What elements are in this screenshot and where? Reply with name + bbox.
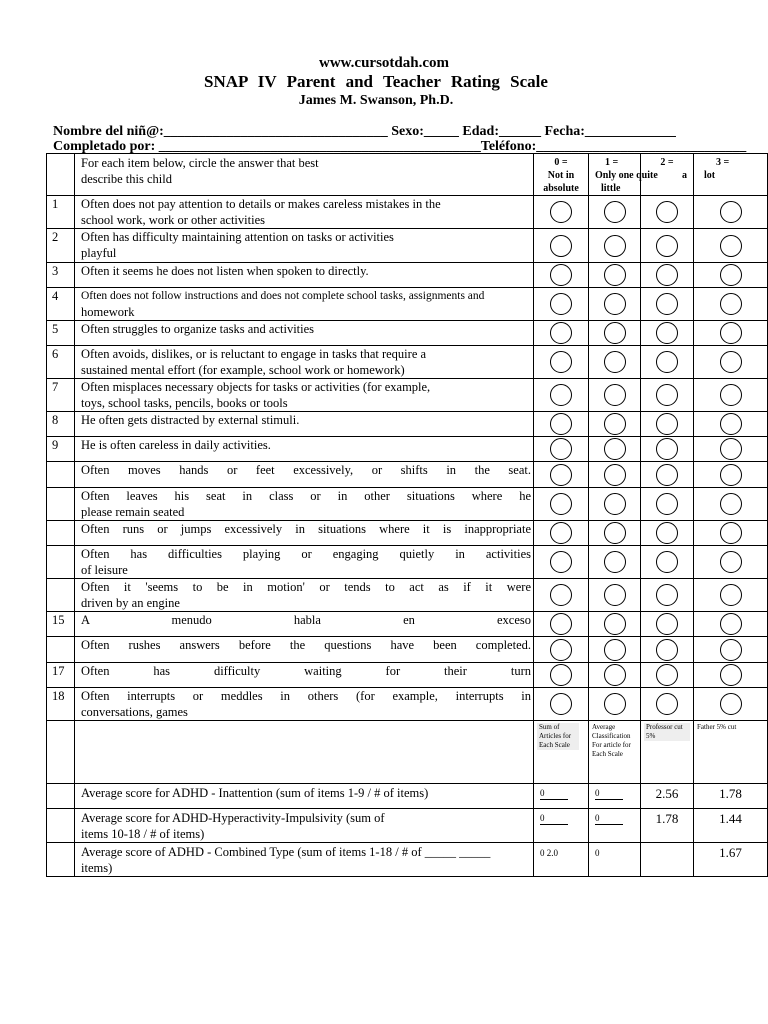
rating-circle-2[interactable] [656, 551, 678, 573]
item-number: 7 [47, 379, 75, 412]
rating-cell[interactable] [641, 288, 694, 321]
rating-circle-0[interactable] [550, 351, 572, 373]
professor-cut-value [641, 843, 694, 877]
rating-cell[interactable] [589, 488, 641, 521]
rating-circle-1[interactable] [604, 438, 626, 460]
rating-circle-2[interactable] [656, 464, 678, 486]
completed-by-line[interactable]: Completado por: ______________________________________________Teléfono:______________________________ [53, 139, 747, 154]
rating-circle-0[interactable] [550, 613, 572, 635]
item-number: 4 [47, 288, 75, 321]
blank-cell [47, 784, 75, 809]
rating-cell[interactable] [641, 488, 694, 521]
avg-value[interactable]: 0 [589, 809, 641, 843]
rating-circle-1[interactable] [604, 322, 626, 344]
item-number [47, 546, 75, 579]
rating-circle-0[interactable] [550, 551, 572, 573]
rating-circle-3[interactable] [720, 264, 742, 286]
item-text: Often rushes answers before the questions have been completed. [75, 637, 534, 663]
rating-cell[interactable] [589, 379, 641, 412]
rating-cell[interactable] [534, 521, 589, 546]
rating-cell[interactable] [641, 196, 694, 229]
rating-cell[interactable] [641, 437, 694, 462]
rating-circle-2[interactable] [656, 639, 678, 661]
instructions: For each item below, circle the answer that best describe this child [75, 154, 534, 196]
rating-circle-1[interactable] [604, 551, 626, 573]
scale-1-header: 1 = Only one quite little [589, 154, 641, 196]
rating-cell[interactable] [641, 412, 694, 437]
item-text: Often it seems he does not listen when spoken to directly. [75, 263, 534, 288]
item-text: Often leaves his seat in class or in other situations where he please remain seated [75, 488, 534, 521]
rating-cell[interactable] [694, 288, 768, 321]
rating-cell[interactable] [589, 637, 641, 663]
rating-circle-0[interactable] [550, 235, 572, 257]
summary-header-row [47, 721, 768, 784]
rating-circle-2[interactable] [656, 201, 678, 223]
item-row [47, 612, 768, 637]
blank-cell [47, 843, 75, 877]
rating-circle-2[interactable] [656, 264, 678, 286]
summary-text: Average score for ADHD-Hyperactivity-Impulsivity (sum of items 10-18 / # of items) [75, 809, 534, 843]
item-number: 5 [47, 321, 75, 346]
rating-cell[interactable] [694, 488, 768, 521]
rating-cell[interactable] [694, 379, 768, 412]
table-header-row [47, 154, 768, 196]
rating-circle-1[interactable] [604, 584, 626, 606]
rating-cell[interactable] [589, 263, 641, 288]
rating-cell[interactable] [589, 437, 641, 462]
blank-cell [47, 721, 75, 784]
rating-cell[interactable] [534, 462, 589, 488]
item-row [47, 288, 768, 321]
rating-cell[interactable] [534, 379, 589, 412]
rating-circle-1[interactable] [604, 464, 626, 486]
professor-cut-header: Professor cut 5% [641, 721, 694, 784]
rating-cell[interactable] [694, 263, 768, 288]
rating-circle-2[interactable] [656, 438, 678, 460]
rating-circle-2[interactable] [656, 384, 678, 406]
avg-value[interactable]: 0 [589, 784, 641, 809]
item-row [47, 321, 768, 346]
sum-value[interactable]: 0 [534, 784, 589, 809]
rating-cell[interactable] [641, 346, 694, 379]
professor-cut-value: 1.78 [641, 809, 694, 843]
item-row [47, 462, 768, 488]
rating-cell[interactable] [534, 263, 589, 288]
rating-cell[interactable] [694, 437, 768, 462]
item-row [47, 579, 768, 612]
rating-cell[interactable] [694, 196, 768, 229]
rating-cell[interactable] [589, 462, 641, 488]
rating-circle-3[interactable] [720, 639, 742, 661]
sum-value[interactable]: 0 2.0 [534, 843, 589, 877]
professor-cut-value: 2.56 [641, 784, 694, 809]
rating-cell[interactable] [694, 462, 768, 488]
rating-cell[interactable] [641, 521, 694, 546]
rating-cell[interactable] [589, 196, 641, 229]
summary-row [47, 843, 768, 877]
rating-circle-3[interactable] [720, 522, 742, 544]
rating-cell[interactable] [694, 579, 768, 612]
rating-circle-1[interactable] [604, 264, 626, 286]
item-row [47, 346, 768, 379]
item-row [47, 521, 768, 546]
item-number: 17 [47, 663, 75, 688]
rating-circle-1[interactable] [604, 384, 626, 406]
item-number: 15 [47, 612, 75, 637]
item-text: He is often careless in daily activities. [75, 437, 534, 462]
rating-cell[interactable] [589, 612, 641, 637]
rating-circle-0[interactable] [550, 693, 572, 715]
site-url: www.cursotdah.com [319, 55, 449, 71]
blank-cell [47, 154, 75, 196]
rating-circle-1[interactable] [604, 351, 626, 373]
rating-circle-1[interactable] [604, 664, 626, 686]
father-cut-value: 1.78 [694, 784, 768, 809]
rating-circle-3[interactable] [720, 235, 742, 257]
rating-circle-2[interactable] [656, 322, 678, 344]
item-number [47, 579, 75, 612]
rating-circle-3[interactable] [720, 438, 742, 460]
rating-cell[interactable] [694, 688, 768, 721]
rating-cell[interactable] [589, 579, 641, 612]
item-number: 2 [47, 229, 75, 263]
item-text: Often it 'seems to be in motion' or tends to act as if it were driven by an engine [75, 579, 534, 612]
rating-cell[interactable] [589, 663, 641, 688]
item-text: Often interrupts or meddles in others (for example, interrupts in conversations, games [75, 688, 534, 721]
father-cut-header: Father 5% cut [694, 721, 768, 784]
item-text: He often gets distracted by external stimuli. [75, 412, 534, 437]
rating-cell[interactable] [589, 229, 641, 263]
rating-circle-0[interactable] [550, 664, 572, 686]
item-number: 9 [47, 437, 75, 462]
rating-cell[interactable] [534, 612, 589, 637]
rating-table [46, 153, 768, 877]
rating-cell[interactable] [534, 321, 589, 346]
item-number: 8 [47, 412, 75, 437]
rating-cell[interactable] [534, 196, 589, 229]
sum-value[interactable]: 0 [534, 809, 589, 843]
rating-circle-2[interactable] [656, 613, 678, 635]
rating-cell[interactable] [694, 546, 768, 579]
rating-cell[interactable] [534, 688, 589, 721]
item-text: Often moves hands or feet excessively, or shifts in the seat. [75, 462, 534, 488]
rating-circle-2[interactable] [656, 522, 678, 544]
rating-cell[interactable] [589, 412, 641, 437]
rating-cell[interactable] [534, 288, 589, 321]
rating-circle-0[interactable] [550, 264, 572, 286]
item-row [47, 546, 768, 579]
rating-circle-0[interactable] [550, 493, 572, 515]
item-row [47, 488, 768, 521]
rating-cell[interactable] [694, 663, 768, 688]
rating-circle-0[interactable] [550, 522, 572, 544]
rating-cell[interactable] [534, 579, 589, 612]
rating-circle-3[interactable] [720, 584, 742, 606]
avg-class-header: Average Classification For article for Each Scale [589, 721, 641, 784]
scale-2-header: 2 = a [641, 154, 694, 196]
avg-value[interactable]: 0 [589, 843, 641, 877]
scale-0-header: 0 = Not in absolute [534, 154, 589, 196]
item-text: Often has difficulty maintaining attention on tasks or activities playful [75, 229, 534, 263]
rating-circle-0[interactable] [550, 438, 572, 460]
rating-cell[interactable] [534, 488, 589, 521]
rating-cell[interactable] [534, 546, 589, 579]
rating-cell[interactable] [694, 612, 768, 637]
rating-cell[interactable] [694, 412, 768, 437]
rating-circle-3[interactable] [720, 322, 742, 344]
rating-circle-0[interactable] [550, 201, 572, 223]
rating-cell[interactable] [641, 579, 694, 612]
item-row [47, 263, 768, 288]
item-number [47, 637, 75, 663]
item-row [47, 437, 768, 462]
item-text: Often struggles to organize tasks and activities [75, 321, 534, 346]
father-cut-value: 1.44 [694, 809, 768, 843]
item-number [47, 488, 75, 521]
rating-cell[interactable] [694, 521, 768, 546]
item-row [47, 688, 768, 721]
rating-circle-1[interactable] [604, 293, 626, 315]
rating-cell[interactable] [534, 229, 589, 263]
summary-row [47, 784, 768, 809]
item-row [47, 379, 768, 412]
rating-circle-0[interactable] [550, 384, 572, 406]
item-row [47, 637, 768, 663]
rating-circle-1[interactable] [604, 201, 626, 223]
item-row [47, 196, 768, 229]
rating-circle-3[interactable] [720, 351, 742, 373]
rating-circle-2[interactable] [656, 351, 678, 373]
item-number [47, 462, 75, 488]
rating-circle-3[interactable] [720, 201, 742, 223]
sum-articles-header: Sum of Articles for Each Scale [534, 721, 589, 784]
rating-cell[interactable] [641, 462, 694, 488]
rating-circle-0[interactable] [550, 584, 572, 606]
item-number: 18 [47, 688, 75, 721]
child-info-line[interactable]: Nombre del niñ@:________________________________ Sexo:_____ Edad:______ Fecha:_____________ [53, 124, 676, 139]
rating-circle-3[interactable] [720, 693, 742, 715]
item-number [47, 521, 75, 546]
rating-circle-2[interactable] [656, 584, 678, 606]
rating-circle-2[interactable] [656, 664, 678, 686]
item-number: 6 [47, 346, 75, 379]
rating-cell[interactable] [534, 437, 589, 462]
item-text: A menudo habla en exceso [75, 612, 534, 637]
item-text: Often has difficulty waiting for their turn [75, 663, 534, 688]
rating-circle-2[interactable] [656, 413, 678, 435]
item-row [47, 412, 768, 437]
rating-cell[interactable] [589, 521, 641, 546]
rating-circle-1[interactable] [604, 522, 626, 544]
rating-cell[interactable] [589, 321, 641, 346]
rating-circle-3[interactable] [720, 293, 742, 315]
rating-circle-3[interactable] [720, 551, 742, 573]
item-text: Often avoids, dislikes, or is reluctant to engage in tasks that require a sustained mental effort (for example, school work or homework) [75, 346, 534, 379]
rating-cell[interactable] [641, 612, 694, 637]
rating-circle-1[interactable] [604, 613, 626, 635]
item-number: 3 [47, 263, 75, 288]
rating-cell[interactable] [589, 546, 641, 579]
rating-cell[interactable] [589, 346, 641, 379]
form-author: James M. Swanson, Ph.D. [298, 93, 454, 108]
rating-circle-2[interactable] [656, 693, 678, 715]
rating-cell[interactable] [589, 288, 641, 321]
summary-text: Average score for ADHD - Inattention (sum of items 1-9 / # of items) [75, 784, 534, 809]
father-cut-value: 1.67 [694, 843, 768, 877]
rating-cell[interactable] [694, 637, 768, 663]
rating-circle-1[interactable] [604, 639, 626, 661]
rating-circle-3[interactable] [720, 493, 742, 515]
item-text: Often runs or jumps excessively in situations where it is inappropriate [75, 521, 534, 546]
rating-circle-0[interactable] [550, 322, 572, 344]
rating-circle-2[interactable] [656, 235, 678, 257]
rating-circle-1[interactable] [604, 235, 626, 257]
item-text: Often does not follow instructions and does not complete school tasks, assignments and homework [75, 288, 534, 321]
rating-circle-3[interactable] [720, 413, 742, 435]
rating-cell[interactable] [534, 637, 589, 663]
scale-3-header: 3 = lot [694, 154, 768, 196]
rating-cell[interactable] [641, 321, 694, 346]
item-text: Often has difficulties playing or engaging quietly in activities of leisure [75, 546, 534, 579]
rating-circle-1[interactable] [604, 413, 626, 435]
rating-cell[interactable] [641, 637, 694, 663]
rating-circle-1[interactable] [604, 693, 626, 715]
rating-cell[interactable] [534, 412, 589, 437]
rating-cell[interactable] [694, 321, 768, 346]
rating-circle-0[interactable] [550, 639, 572, 661]
item-number: 1 [47, 196, 75, 229]
rating-cell[interactable] [641, 546, 694, 579]
rating-circle-1[interactable] [604, 493, 626, 515]
summary-row [47, 809, 768, 843]
item-row [47, 229, 768, 263]
rating-circle-3[interactable] [720, 464, 742, 486]
item-text: Often misplaces necessary objects for tasks or activities (for example, toys, school tasks, pencils, books or tools [75, 379, 534, 412]
rating-cell[interactable] [534, 346, 589, 379]
rating-cell[interactable] [694, 229, 768, 263]
rating-circle-0[interactable] [550, 413, 572, 435]
blank-cell [47, 809, 75, 843]
rating-circle-3[interactable] [720, 613, 742, 635]
rating-cell[interactable] [641, 263, 694, 288]
rating-circle-2[interactable] [656, 293, 678, 315]
rating-cell[interactable] [641, 229, 694, 263]
item-text: Often does not pay attention to details or makes careless mistakes in the school work, work or other activities [75, 196, 534, 229]
rating-cell[interactable] [641, 379, 694, 412]
rating-circle-0[interactable] [550, 293, 572, 315]
rating-cell[interactable] [589, 688, 641, 721]
rating-cell[interactable] [694, 346, 768, 379]
rating-cell[interactable] [641, 688, 694, 721]
rating-circle-0[interactable] [550, 464, 572, 486]
item-row [47, 663, 768, 688]
rating-circle-2[interactable] [656, 493, 678, 515]
summary-text: Average score of ADHD - Combined Type (sum of items 1-18 / # of _____ _____ items) [75, 843, 534, 877]
blank-cell [75, 721, 534, 784]
form-title: SNAP IV Parent and Teacher Rating Scale [204, 72, 548, 91]
rating-cell[interactable] [534, 663, 589, 688]
rating-circle-3[interactable] [720, 664, 742, 686]
rating-cell[interactable] [641, 663, 694, 688]
rating-circle-3[interactable] [720, 384, 742, 406]
